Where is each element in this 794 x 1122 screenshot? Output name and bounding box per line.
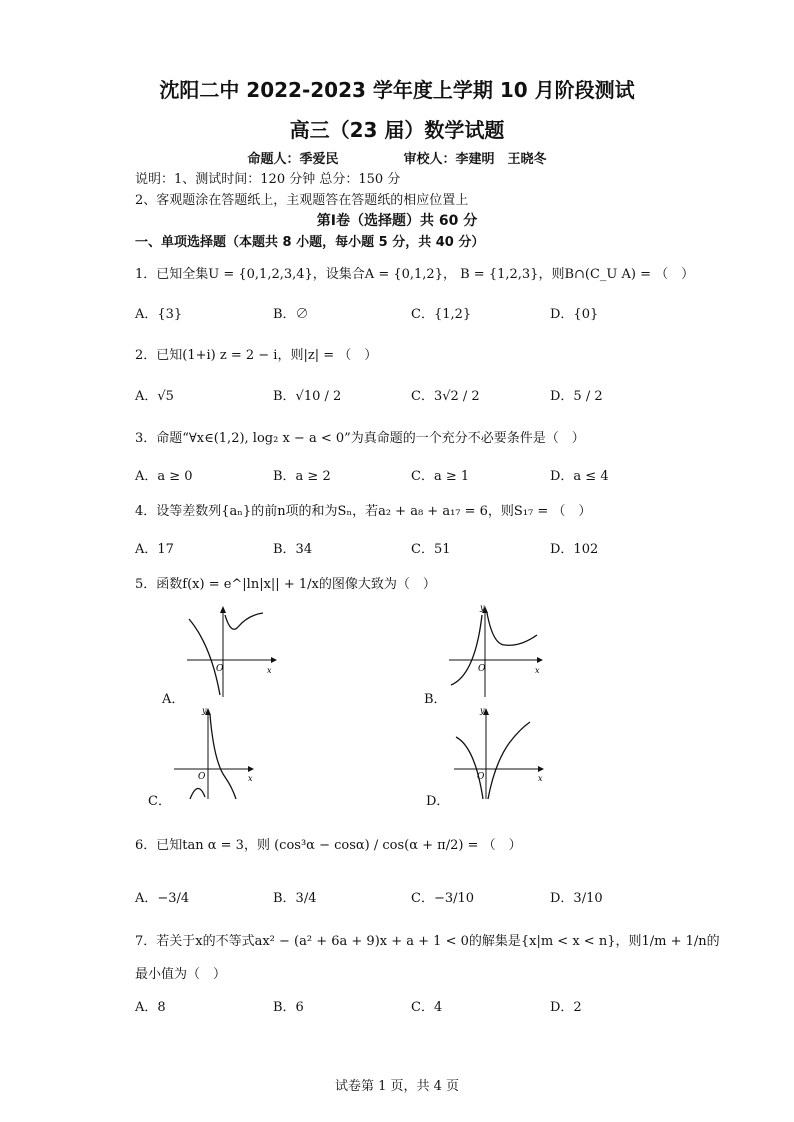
graph-c-y-label: y — [202, 707, 207, 715]
part-1-title: 第Ⅰ卷（选择题）共 60 分 — [316, 213, 478, 229]
q5-option-b[interactable]: B． — [424, 692, 447, 707]
question-7-stem-cont: 最小值为（ ） — [135, 967, 227, 982]
authors-line: 命题人：季爱民 审校人：李建明 王晓冬 — [247, 152, 547, 167]
q1-option-a[interactable]: A．{3} — [135, 307, 183, 322]
section-title: 一、单项选择题（本题共 8 小题，每小题 5 分，共 40 分） — [135, 235, 485, 250]
q4-option-d[interactable]: D．102 — [550, 542, 599, 557]
q5-option-d[interactable]: D． — [426, 794, 450, 809]
graph-a-origin-label: O — [216, 664, 224, 674]
q4-option-c[interactable]: C．51 — [411, 542, 451, 557]
q6-option-a[interactable]: A．−3/4 — [135, 891, 190, 906]
graph-d-origin-label: O — [477, 772, 485, 782]
exam-title: 沈阳二中 2022-2023 学年度上学期 10 月阶段测试 — [159, 78, 635, 102]
q1-option-c[interactable]: C．{1,2} — [411, 307, 472, 322]
q6-option-c[interactable]: C．−3/10 — [411, 891, 475, 906]
exam-subtitle: 高三（23 届）数学试题 — [289, 118, 505, 142]
q4-option-a[interactable]: A．17 — [135, 542, 174, 557]
graph-b-y-label: y — [480, 605, 485, 612]
q2-option-a[interactable]: A．√5 — [135, 389, 174, 404]
note-line-2: 2、客观题涂在答题纸上，主观题答在答题纸的相应位置上 — [135, 193, 469, 208]
graph-c-origin-label: O — [198, 772, 206, 782]
q3-option-d[interactable]: D．a ≤ 4 — [550, 469, 609, 484]
question-1-stem: 1．已知全集U = {0,1,2,3,4}，设集合A = {0,1,2}， B = {1,2,3}，则B∩(C_U A) = （ ） — [135, 267, 695, 282]
q2-option-b[interactable]: B．√10 / 2 — [273, 389, 342, 404]
q7-option-b[interactable]: B．6 — [273, 1000, 304, 1015]
page-footer: 试卷第 1 页，共 4 页 — [334, 1079, 460, 1094]
q2-option-d[interactable]: D．5 / 2 — [550, 389, 603, 404]
note-line-1: 说明：1、测试时间：120 分钟 总分：150 分 — [135, 172, 401, 187]
graph-a-x-label: x — [267, 666, 272, 675]
q3-option-c[interactable]: C．a ≥ 1 — [411, 469, 470, 484]
q7-option-a[interactable]: A．8 — [135, 1000, 166, 1015]
q7-option-d[interactable]: D．2 — [550, 1000, 582, 1015]
q3-option-b[interactable]: B．a ≥ 2 — [273, 469, 331, 484]
question-5-stem: 5．函数f(x) = e^|ln|x|| + 1/x的图像大致为（ ） — [135, 577, 436, 592]
q3-option-a[interactable]: A．a ≥ 0 — [135, 469, 193, 484]
q6-option-d[interactable]: D．3/10 — [550, 891, 603, 906]
q1-option-b[interactable]: B．∅ — [273, 307, 309, 322]
question-7-stem: 7．若关于x的不等式ax² − (a² + 6a + 9)x + a + 1 < 0的解集是{x|m < x < n}，则1/m + 1/n的 — [135, 934, 720, 949]
q5-option-c[interactable]: C． — [148, 794, 171, 809]
q4-option-b[interactable]: B．34 — [273, 542, 313, 557]
q7-option-c[interactable]: C．4 — [411, 1000, 443, 1015]
graph-b-origin-label: O — [478, 664, 486, 674]
q1-option-d[interactable]: D．{0} — [550, 307, 599, 322]
question-3-stem: 3．命题“∀x∈(1,2), log₂ x − a < 0”为真命题的一个充分不必要条件是（ ） — [135, 431, 585, 446]
graph-d — [450, 707, 550, 802]
graph-d-x-label: x — [538, 774, 543, 783]
graph-d-y-label: y — [480, 707, 485, 715]
question-2-stem: 2．已知(1+i) z = 2 − i，则|z| = （ ） — [135, 348, 378, 363]
graph-b-x-label: x — [535, 666, 540, 675]
question-6-stem: 6．已知tan α = 3，则 (cos³α − cosα) / cos(α + π/2) = （ ） — [135, 838, 522, 853]
question-4-stem: 4．设等差数列{aₙ}的前n项的和为Sₙ，若a₂ + a₈ + a₁₇ = 6，则S₁₇ = （ ） — [135, 504, 592, 519]
graph-b — [445, 605, 545, 700]
graph-a — [183, 605, 278, 700]
graph-c-x-label: x — [248, 774, 253, 783]
graph-c — [170, 707, 260, 802]
q2-option-c[interactable]: C．3√2 / 2 — [411, 389, 480, 404]
q6-option-b[interactable]: B．3/4 — [273, 891, 317, 906]
q5-option-a[interactable]: A． — [162, 692, 185, 707]
